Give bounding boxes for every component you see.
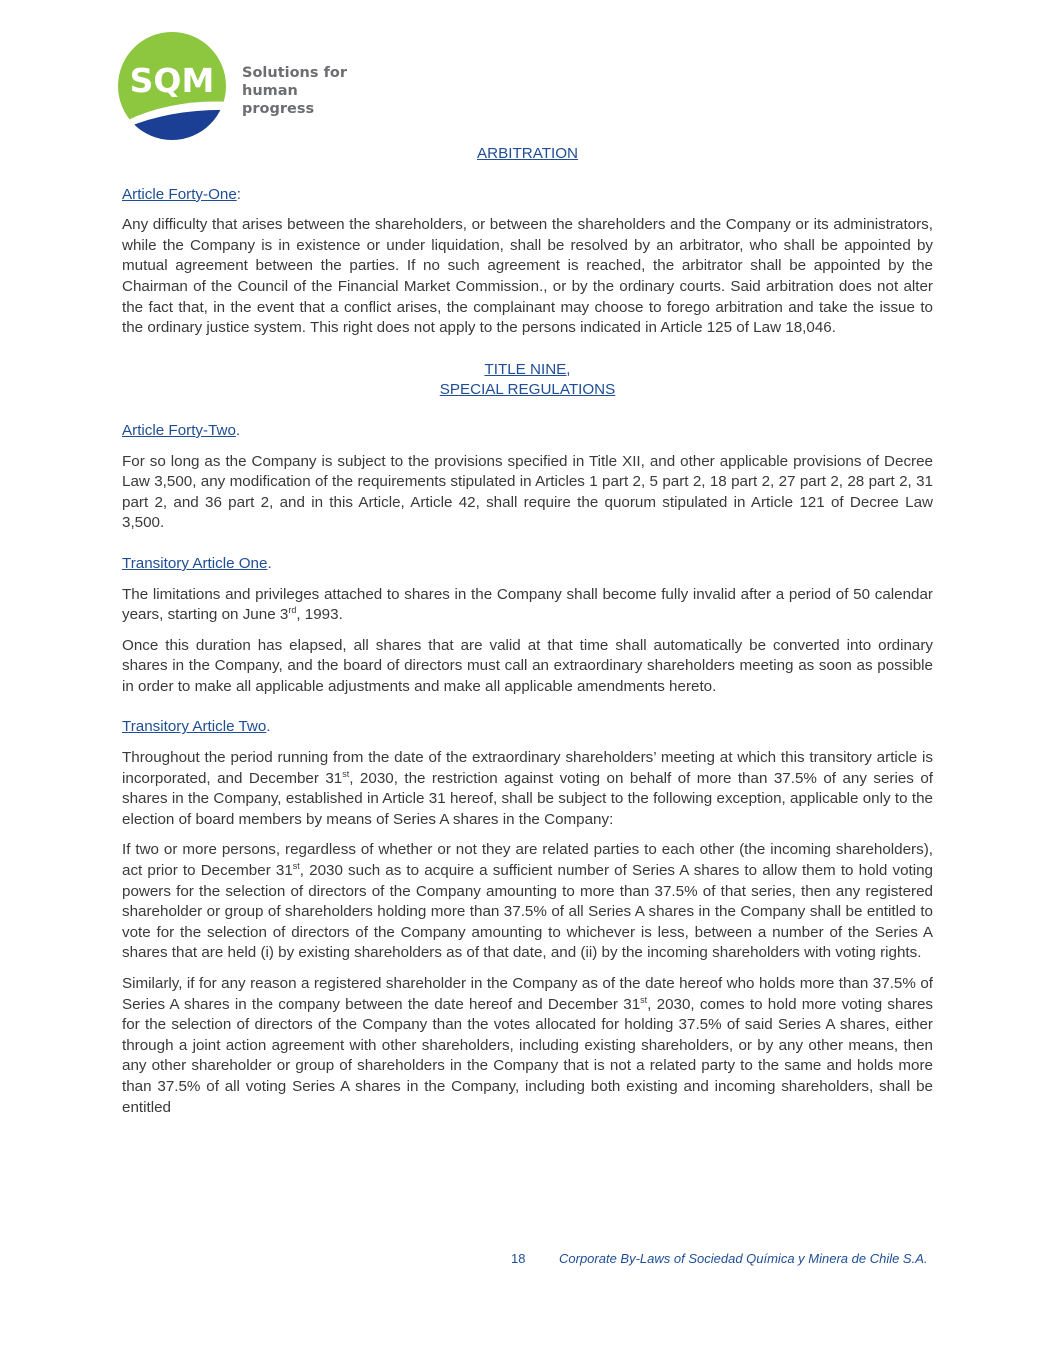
page-number: 18 (511, 1251, 526, 1266)
logo-brand-text: SQM (129, 61, 215, 100)
sqm-logo (118, 30, 347, 145)
transitory-1-paragraph-2: Once this duration has elapsed, all shares that are valid at that time shall automatically be converted into ordinary shares in the Company, and the board of directors must call an extraordinary shareholders meeting as soon as possible in order to make all applicable adjustments and make all applicable amendments hereto. (122, 636, 933, 695)
article-41-title: Article Forty-One (122, 185, 237, 203)
sqm-logo-mark (118, 30, 228, 142)
article-42-title: Article Forty-Two (122, 421, 236, 439)
transitory-2-paragraph-3: Similarly, if for any reason a registered shareholder in the Company as of the date hereof who holds more than 37.5% of Series A shares in the company between the date hereof and December 31st, 2030, comes to hold more voting shares for the selection of directors of the Company than the votes allocated for holding 37.5% of said Series A shares, either through a joint action agreement with other shareholders, including existing shareholders, or by any other means, then any other shareholder or group of shareholders in the Company that is not a related party to the same and holds more than 37.5% of all voting Series A shares in the Company, including both existing and incoming shareholders, shall be entitled (122, 975, 933, 1116)
article-41-heading: Article Forty-One: (122, 185, 242, 203)
title-nine-line1: TITLE NINE, (484, 360, 571, 378)
transitory-2-paragraph-2: If two or more persons, regardless of whether or not they are related parties to each other (the incoming shareholders), act prior to December 31st, 2030 such as to acquire a sufficient number of Series A shares to allow them to hold voting powers for the selection of directors of the Company amounting to more than 37.5% of that series, then any registered shareholder or group of shareholders holding more than 37.5% of all Series A shares in the Company shall be entitled to vote for the selection of directors of the Company amounting to whichever is less, between a number of the Series A shares that are held (i) by existing shareholders as of that date, and (ii) by the incoming shareholders with voting rights. (122, 841, 934, 962)
title-nine-line2: SPECIAL REGULATIONS (439, 381, 616, 399)
transitory-1-title: Transitory Article One (122, 554, 268, 572)
heading-arbitration: ARBITRATION (477, 145, 578, 162)
page-footer (511, 1251, 928, 1266)
transitory-2-title: Transitory Article Two (122, 718, 267, 736)
logo-tagline: Solutions for human progress (242, 65, 347, 117)
article-42-paragraph: For so long as the Company is subject to the provisions specified in Title XII, and other applicable provisions of Decree Law 3,500, any modification of the requirements stipulated in Articles 1 part 2, 5 part 2, 18 part 2, 27 part 2, 28 part 2, 31 part 2, and 36 part 2, and in this Article, Article 42, shall require the quorum stipulated in Article 121 of Decree Law 3,500. (122, 452, 933, 532)
article-41-paragraph: Any difficulty that arises between the shareholders, or between the shareholders and the Company or its administrators, while the Company is in existence or under liquidation, shall be resolved by an arbitrator, who shall be appointed by mutual agreement between the parties. If no such agreement is reached, the arbitrator shall be appointed by the Chairman of the Council of the Financial Market Commission., or by the ordinary courts. Said arbitration does not alter the fact that, in the event that a conflict arises, the complainant may choose to forego arbitration and take the issue to the ordinary justice system. This right does not apply to the persons indicated in Article 125 of Law 18,046. (122, 216, 933, 337)
transitory-2-heading: Transitory Article Two. (122, 718, 271, 736)
transitory-1-paragraph-1: The limitations and privileges attached to shares in the Company shall become fully invalid after a period of 50 calendar years, starting on June 3rd, 1993. (122, 585, 933, 624)
article-42-heading: Article Forty-Two. (122, 421, 241, 439)
transitory-2-paragraph-1: Throughout the period running from the date of the extraordinary shareholders’ meeting at which this transitory article is incorporated, and December 31st, 2030, the restriction against voting on behalf of more than 37.5% of any series of shares in the Company, established in Article 31 hereof, shall be subject to the following exception, applicable only to the election of board members by means of Series A shares in the Company: (122, 749, 933, 828)
document-body (122, 144, 933, 1118)
footer-title: Corporate By-Laws of Sociedad Química y Minera de Chile S.A. (559, 1251, 928, 1266)
transitory-1-heading: Transitory Article One. (122, 554, 272, 572)
